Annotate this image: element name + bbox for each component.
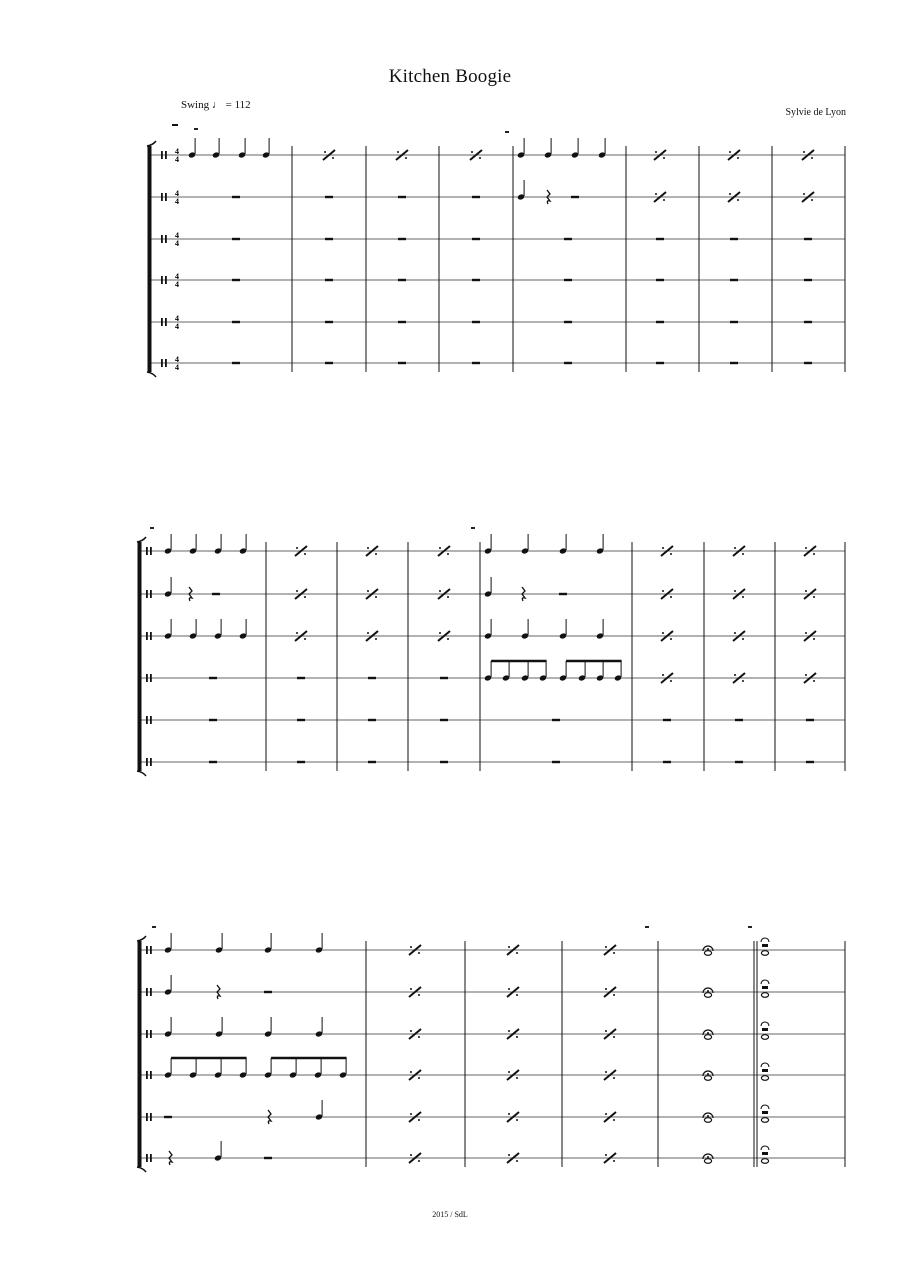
- repeat-dot: [418, 1077, 420, 1079]
- half-rest: [559, 593, 567, 595]
- whole-rest: [398, 279, 406, 281]
- whole-rest: [663, 761, 671, 763]
- repeat-dot: [813, 680, 815, 682]
- repeat-dot: [447, 638, 449, 640]
- repeat-dot: [670, 596, 672, 598]
- repeat-dot: [397, 151, 399, 153]
- bracket-hook: [137, 771, 146, 776]
- whole-rest: [232, 279, 240, 281]
- percussion-clef: [165, 318, 167, 326]
- whole-rest: [297, 677, 305, 679]
- fermata: [761, 1022, 769, 1026]
- repeat-dot: [742, 553, 744, 555]
- repeat-dot: [613, 952, 615, 954]
- whole-rest: [656, 362, 664, 364]
- percussion-clef: [146, 946, 148, 954]
- repeat-dot: [508, 1071, 510, 1073]
- repeat-dot: [737, 157, 739, 159]
- repeat-dot: [813, 596, 815, 598]
- repeat-dot: [805, 547, 807, 549]
- repeat-dot: [508, 1154, 510, 1156]
- rehearsal-mark-A: [172, 124, 178, 126]
- bracket-hook: [137, 1167, 146, 1172]
- whole-rest: [804, 362, 812, 364]
- fermata: [761, 1105, 769, 1109]
- percussion-clef: [150, 674, 152, 682]
- footer-copyright: 2015 / SdL: [432, 1210, 468, 1219]
- repeat-dot: [655, 193, 657, 195]
- whole-rest: [735, 719, 743, 721]
- whole-rest: [440, 761, 448, 763]
- whole-rest: [564, 279, 572, 281]
- whole-note: [704, 1076, 711, 1081]
- whole-rest: [232, 362, 240, 364]
- half-rest: [264, 1157, 272, 1159]
- repeat-dot: [304, 638, 306, 640]
- percussion-clef: [150, 758, 152, 766]
- measure-box: [194, 128, 198, 130]
- percussion-clef: [146, 1030, 148, 1038]
- percussion-clef: [150, 547, 152, 555]
- whole-rest: [472, 279, 480, 281]
- whole-rest: [735, 761, 743, 763]
- final-rest: [762, 1111, 768, 1114]
- repeat-dot: [405, 157, 407, 159]
- percussion-clef: [161, 276, 163, 284]
- percussion-clef: [161, 359, 163, 367]
- whole-rest: [552, 761, 560, 763]
- repeat-dot: [662, 590, 664, 592]
- repeat-dot: [304, 596, 306, 598]
- fermata-dot: [707, 1032, 709, 1034]
- measure-box: [152, 926, 156, 928]
- whole-rest: [368, 761, 376, 763]
- whole-rest: [325, 196, 333, 198]
- repeat-dot: [516, 1077, 518, 1079]
- half-rest: [212, 593, 220, 595]
- final-rest: [762, 1152, 768, 1155]
- repeat-dot: [439, 547, 441, 549]
- fermata: [761, 980, 769, 984]
- repeat-dot: [803, 193, 805, 195]
- repeat-dot: [447, 553, 449, 555]
- repeat-dot: [410, 1071, 412, 1073]
- repeat-dot: [729, 151, 731, 153]
- percussion-clef: [165, 193, 167, 201]
- repeat-dot: [479, 157, 481, 159]
- repeat-dot: [447, 596, 449, 598]
- time-signature-bottom: 4: [175, 363, 179, 372]
- repeat-dot: [375, 638, 377, 640]
- repeat-dot: [410, 946, 412, 948]
- measure-box: [471, 527, 475, 529]
- whole-rest: [368, 719, 376, 721]
- repeat-dot: [613, 1036, 615, 1038]
- repeat-dot: [296, 632, 298, 634]
- whole-note: [761, 993, 768, 998]
- repeat-dot: [613, 1119, 615, 1121]
- repeat-dot: [811, 199, 813, 201]
- repeat-dot: [296, 547, 298, 549]
- repeat-dot: [324, 151, 326, 153]
- percussion-clef: [161, 235, 163, 243]
- repeat-dot: [662, 547, 664, 549]
- percussion-clef: [165, 359, 167, 367]
- whole-rest: [730, 362, 738, 364]
- percussion-clef: [165, 276, 167, 284]
- whole-rest: [564, 238, 572, 240]
- repeat-dot: [332, 157, 334, 159]
- fermata-dot: [707, 1115, 709, 1117]
- repeat-dot: [410, 1030, 412, 1032]
- repeat-dot: [375, 596, 377, 598]
- repeat-dot: [734, 590, 736, 592]
- whole-rest: [325, 238, 333, 240]
- final-rest: [762, 1028, 768, 1031]
- fermata: [761, 1146, 769, 1150]
- whole-note: [761, 1076, 768, 1081]
- repeat-dot: [410, 1113, 412, 1115]
- repeat-dot: [803, 151, 805, 153]
- repeat-dot: [439, 632, 441, 634]
- percussion-clef: [161, 151, 163, 159]
- whole-rest: [804, 238, 812, 240]
- whole-rest: [663, 719, 671, 721]
- percussion-clef: [150, 1071, 152, 1079]
- percussion-clef: [150, 590, 152, 598]
- percussion-clef: [146, 988, 148, 996]
- whole-rest: [472, 196, 480, 198]
- half-rest: [164, 1116, 172, 1118]
- time-signature-top: 4: [175, 189, 179, 198]
- whole-rest: [440, 719, 448, 721]
- whole-rest: [730, 321, 738, 323]
- whole-rest: [398, 362, 406, 364]
- final-rest: [762, 986, 768, 989]
- repeat-dot: [418, 952, 420, 954]
- whole-rest: [804, 279, 812, 281]
- tempo-marking: Swing ♩ = 112: [181, 99, 251, 111]
- repeat-dot: [304, 553, 306, 555]
- whole-rest: [297, 719, 305, 721]
- whole-note: [704, 951, 711, 956]
- repeat-dot: [516, 994, 518, 996]
- whole-rest: [398, 321, 406, 323]
- percussion-clef: [165, 235, 167, 243]
- repeat-dot: [418, 1119, 420, 1121]
- percussion-clef: [146, 1113, 148, 1121]
- time-signature-bottom: 4: [175, 155, 179, 164]
- time-signature-bottom: 4: [175, 280, 179, 289]
- percussion-clef: [150, 1113, 152, 1121]
- time-signature-bottom: 4: [175, 239, 179, 248]
- repeat-dot: [613, 1077, 615, 1079]
- repeat-dot: [737, 199, 739, 201]
- percussion-clef: [146, 716, 148, 724]
- composer-name: Sylvie de Lyon: [785, 107, 846, 118]
- whole-rest: [398, 196, 406, 198]
- repeat-dot: [613, 994, 615, 996]
- bracket-hook: [147, 141, 156, 146]
- time-signature-bottom: 4: [175, 322, 179, 331]
- percussion-clef: [165, 151, 167, 159]
- percussion-clef: [161, 318, 163, 326]
- whole-rest: [656, 238, 664, 240]
- bracket-hook: [137, 936, 146, 941]
- fermata-dot: [707, 948, 709, 950]
- measure-box: [748, 926, 752, 928]
- repeat-dot: [367, 590, 369, 592]
- whole-note: [704, 1035, 711, 1040]
- repeat-dot: [508, 946, 510, 948]
- percussion-clef: [146, 674, 148, 682]
- repeat-dot: [729, 193, 731, 195]
- repeat-dot: [813, 553, 815, 555]
- percussion-clef: [146, 547, 148, 555]
- repeat-dot: [670, 553, 672, 555]
- fermata: [761, 1063, 769, 1067]
- repeat-dot: [662, 674, 664, 676]
- repeat-dot: [605, 1113, 607, 1115]
- whole-rest: [730, 279, 738, 281]
- percussion-clef: [150, 716, 152, 724]
- repeat-dot: [605, 946, 607, 948]
- whole-rest: [398, 238, 406, 240]
- whole-rest: [232, 196, 240, 198]
- whole-rest: [209, 719, 217, 721]
- time-signature-bottom: 4: [175, 197, 179, 206]
- whole-rest: [804, 321, 812, 323]
- whole-rest: [472, 362, 480, 364]
- percussion-clef: [150, 946, 152, 954]
- bracket-hook: [137, 537, 146, 542]
- fermata-dot: [707, 990, 709, 992]
- percussion-clef: [146, 590, 148, 598]
- repeat-dot: [418, 1036, 420, 1038]
- repeat-dot: [663, 157, 665, 159]
- repeat-dot: [508, 988, 510, 990]
- half-rest: [264, 991, 272, 993]
- repeat-dot: [813, 638, 815, 640]
- repeat-dot: [439, 590, 441, 592]
- whole-rest: [297, 761, 305, 763]
- repeat-dot: [742, 596, 744, 598]
- measure-box: [150, 527, 154, 529]
- fermata-dot: [707, 1156, 709, 1158]
- repeat-dot: [655, 151, 657, 153]
- time-signature-top: 4: [175, 314, 179, 323]
- repeat-dot: [613, 1160, 615, 1162]
- measure-box: [505, 131, 509, 133]
- percussion-clef: [150, 1030, 152, 1038]
- whole-rest: [806, 719, 814, 721]
- half-rest: [571, 196, 579, 198]
- whole-rest: [656, 279, 664, 281]
- repeat-dot: [805, 590, 807, 592]
- whole-rest: [730, 238, 738, 240]
- whole-rest: [232, 321, 240, 323]
- repeat-dot: [742, 680, 744, 682]
- whole-rest: [656, 321, 664, 323]
- repeat-dot: [662, 632, 664, 634]
- final-rest: [762, 944, 768, 947]
- measure-box: [645, 926, 649, 928]
- repeat-dot: [471, 151, 473, 153]
- repeat-dot: [516, 1036, 518, 1038]
- whole-note: [761, 1118, 768, 1123]
- repeat-dot: [663, 199, 665, 201]
- whole-rest: [325, 321, 333, 323]
- repeat-dot: [805, 674, 807, 676]
- repeat-dot: [734, 674, 736, 676]
- repeat-dot: [418, 1160, 420, 1162]
- repeat-dot: [605, 988, 607, 990]
- whole-rest: [325, 279, 333, 281]
- repeat-dot: [516, 1160, 518, 1162]
- repeat-dot: [410, 1154, 412, 1156]
- whole-note: [761, 1159, 768, 1164]
- time-signature-top: 4: [175, 272, 179, 281]
- repeat-dot: [605, 1154, 607, 1156]
- whole-rest: [440, 677, 448, 679]
- percussion-clef: [150, 1154, 152, 1162]
- repeat-dot: [670, 638, 672, 640]
- time-signature-top: 4: [175, 147, 179, 156]
- whole-note: [761, 1035, 768, 1040]
- repeat-dot: [605, 1071, 607, 1073]
- percussion-clef: [150, 988, 152, 996]
- whole-rest: [564, 321, 572, 323]
- repeat-dot: [296, 590, 298, 592]
- whole-rest: [209, 761, 217, 763]
- whole-rest: [552, 719, 560, 721]
- final-rest: [762, 1069, 768, 1072]
- percussion-clef: [150, 632, 152, 640]
- percussion-clef: [146, 1071, 148, 1079]
- repeat-dot: [367, 547, 369, 549]
- repeat-dot: [516, 1119, 518, 1121]
- whole-rest: [368, 677, 376, 679]
- repeat-dot: [375, 553, 377, 555]
- repeat-dot: [508, 1030, 510, 1032]
- percussion-clef: [146, 1154, 148, 1162]
- repeat-dot: [734, 547, 736, 549]
- repeat-dot: [516, 952, 518, 954]
- repeat-dot: [605, 1030, 607, 1032]
- whole-note: [704, 993, 711, 998]
- percussion-clef: [161, 193, 163, 201]
- whole-note: [704, 1159, 711, 1164]
- repeat-dot: [410, 988, 412, 990]
- repeat-dot: [418, 994, 420, 996]
- repeat-dot: [811, 157, 813, 159]
- percussion-clef: [146, 632, 148, 640]
- whole-rest: [232, 238, 240, 240]
- repeat-dot: [805, 632, 807, 634]
- whole-rest: [472, 321, 480, 323]
- repeat-dot: [734, 632, 736, 634]
- time-signature-top: 4: [175, 355, 179, 364]
- whole-rest: [806, 761, 814, 763]
- repeat-dot: [508, 1113, 510, 1115]
- fermata: [761, 938, 769, 942]
- whole-note: [761, 951, 768, 956]
- percussion-clef: [146, 758, 148, 766]
- repeat-dot: [742, 638, 744, 640]
- whole-rest: [325, 362, 333, 364]
- repeat-dot: [670, 680, 672, 682]
- whole-note: [704, 1118, 711, 1123]
- whole-rest: [209, 677, 217, 679]
- whole-rest: [564, 362, 572, 364]
- score-title: Kitchen Boogie: [388, 66, 512, 87]
- time-signature-top: 4: [175, 231, 179, 240]
- whole-rest: [472, 238, 480, 240]
- fermata-dot: [707, 1073, 709, 1075]
- repeat-dot: [367, 632, 369, 634]
- bracket-hook: [147, 372, 156, 377]
